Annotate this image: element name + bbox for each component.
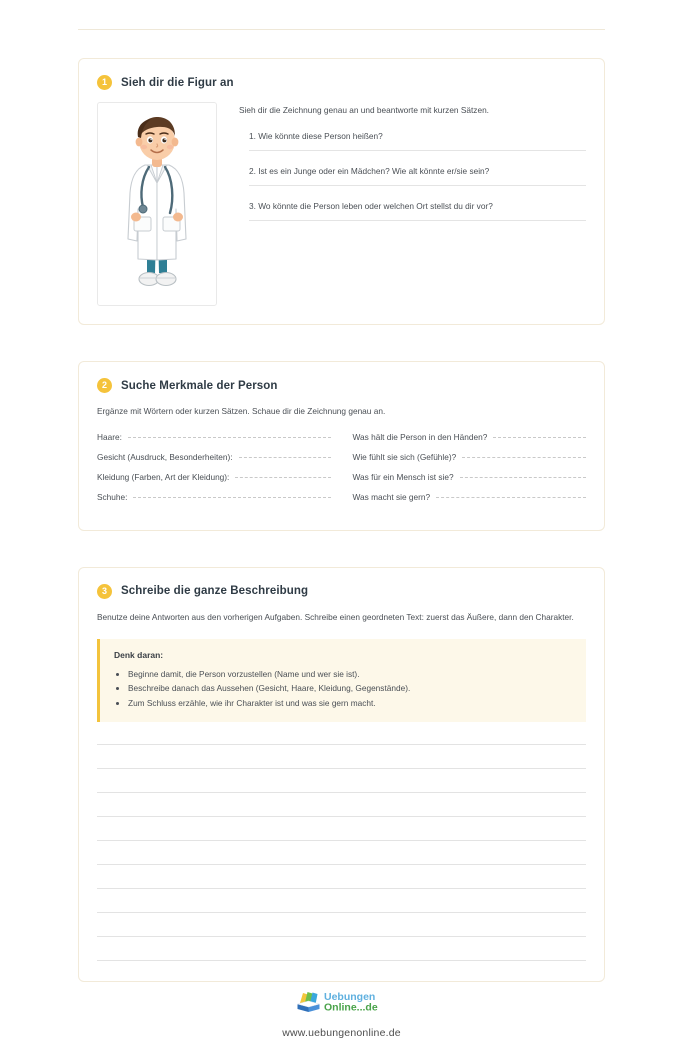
- question-item: [239, 201, 586, 221]
- answer-line[interactable]: [249, 150, 586, 151]
- tip-list-item: • Beschreibe danach das Aussehen (Gesicht, Haare, Kleidung, Gegenstände).: [128, 681, 572, 696]
- question-text: 3. Wo könnte die Person leben oder welchen Ort stellst du dir vor?: [249, 200, 493, 211]
- logo-text-line1: Uebungen: [323, 991, 375, 1003]
- question-text: 1. Wie könnte diese Person heißen?: [249, 130, 383, 141]
- doctor-character-illustration: [111, 113, 203, 295]
- question-text: 2. Ist es ein Junge oder ein Mädchen? Wie alt könnte er/sie sein?: [249, 165, 490, 176]
- question-item: [239, 166, 586, 186]
- tip-box: [97, 639, 586, 723]
- section-1-body: [97, 102, 586, 306]
- writing-lines: [97, 744, 586, 961]
- section-2-intro: Ergänze mit Wörtern oder kurzen Sätzen. Schaue dir die Zeichnung genau an.: [97, 406, 386, 416]
- open-book-icon: [296, 988, 388, 1014]
- merkmal-answer-line[interactable]: [460, 476, 586, 478]
- page-footer: [0, 988, 683, 1039]
- merkmal-row: [97, 452, 331, 472]
- section-1-title: Sieh dir die Figur an: [121, 76, 234, 89]
- section-1-questions-column: [239, 102, 586, 236]
- section-2-header: [97, 378, 586, 393]
- site-logo[interactable]: [0, 988, 683, 1014]
- section-1-badge: 1: [97, 75, 112, 90]
- writing-line[interactable]: [97, 744, 586, 745]
- footer-url[interactable]: www.uebungenonline.de: [282, 1027, 401, 1039]
- tip-list-item: • Zum Schluss erzähle, wie ihr Charakter ist und was sie gern macht.: [128, 696, 572, 711]
- merkmal-answer-line[interactable]: [239, 456, 331, 458]
- question-item: [239, 131, 586, 151]
- merkmal-row: [353, 472, 587, 492]
- merkmal-label: Haare:: [97, 431, 122, 442]
- answer-line[interactable]: [249, 185, 586, 186]
- merkmal-answer-line[interactable]: [133, 496, 330, 498]
- top-divider: [78, 29, 605, 30]
- merkmal-row: [353, 432, 587, 452]
- tip-list-item: • Beginne damit, die Person vorzustellen (Name und wer sie ist).: [128, 667, 572, 682]
- section-2-title: Suche Merkmale der Person: [121, 379, 278, 392]
- section-3-title: Schreibe die ganze Beschreibung: [121, 585, 309, 598]
- section-card-1: [78, 58, 605, 325]
- merkmal-row: [97, 472, 331, 492]
- section-3-badge: 3: [97, 584, 112, 599]
- section-3-header: [97, 584, 586, 599]
- merkmal-row: [97, 432, 331, 452]
- merkmal-label: Was macht sie gern?: [352, 491, 431, 502]
- section-2-badge: 2: [97, 378, 112, 393]
- merkmal-row: [353, 452, 587, 472]
- merkmal-row: [353, 492, 587, 512]
- section-1-question-list: [239, 131, 586, 221]
- section-3-intro: Benutze deine Antworten aus den vorherigen Aufgaben. Schreibe einen geordneten Text: zuerst das Äußere, dann den Charakter.: [97, 611, 574, 622]
- merkmal-label: Schuhe:: [97, 491, 128, 502]
- writing-line[interactable]: [97, 768, 586, 769]
- writing-line[interactable]: [97, 792, 586, 793]
- merkmal-label: Gesicht (Ausdruck, Besonderheiten):: [97, 451, 233, 462]
- merkmal-label: Was hält die Person in den Händen?: [352, 431, 488, 442]
- merkmal-answer-line[interactable]: [128, 436, 331, 438]
- section-card-2: [78, 361, 605, 531]
- merkmal-label: Kleidung (Farben, Art der Kleidung):: [97, 471, 230, 482]
- writing-line[interactable]: [97, 912, 586, 913]
- answer-line[interactable]: [249, 220, 586, 221]
- merkmal-label: Wie fühlt sie sich (Gefühle)?: [352, 451, 457, 462]
- writing-line[interactable]: [97, 816, 586, 817]
- merkmal-answer-line[interactable]: [235, 476, 330, 478]
- writing-line[interactable]: [97, 936, 586, 937]
- merkmal-label: Was für ein Mensch ist sie?: [352, 471, 454, 482]
- character-figure-frame: [97, 102, 217, 306]
- writing-line[interactable]: [97, 864, 586, 865]
- section-1-header: [97, 75, 586, 90]
- logo-text-line2: Online...de: [323, 1001, 378, 1014]
- merkmale-grid: [97, 432, 586, 512]
- writing-line[interactable]: [97, 888, 586, 889]
- section-1-intro: Sieh dir die Zeichnung genau an und beantworte mit kurzen Sätzen.: [239, 105, 489, 115]
- tip-box-title: Denk daran:: [114, 649, 164, 660]
- worksheet-page: [0, 29, 683, 1053]
- section-card-3: [78, 567, 605, 982]
- merkmal-row: [97, 492, 331, 512]
- merkmal-answer-line[interactable]: [462, 456, 586, 458]
- writing-line[interactable]: [97, 840, 586, 841]
- merkmal-answer-line[interactable]: [436, 496, 586, 498]
- writing-line[interactable]: [97, 960, 586, 961]
- merkmal-answer-line[interactable]: [493, 436, 586, 438]
- tip-box-list: [114, 667, 572, 711]
